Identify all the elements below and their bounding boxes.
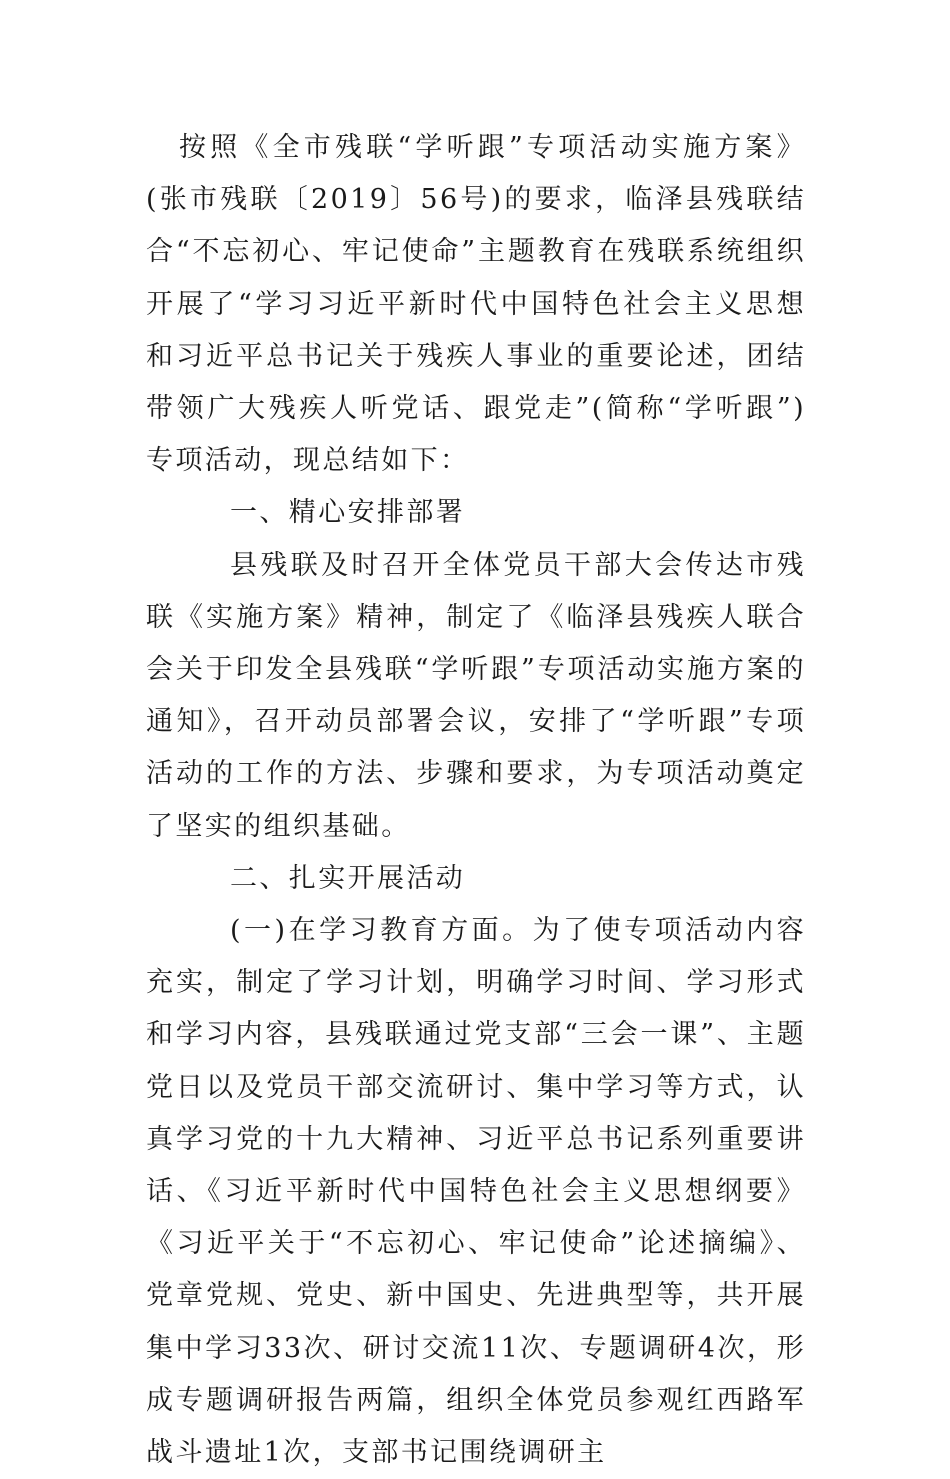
section-2-paragraph: (一)在学习教育方面。为了使专项活动内容充实，制定了学习计划，明确学习时间、学习形式和学习内容，县残联通过党支部“三会一课”、主题党日以及党员干部交流研讨、集中学习等方式，认真学习党的十九大精神、习近平总书记系列重要讲话、《习近平新时代中国特色社会主义思想纲要》《习近平关于“不忘初心、牢记使命”论述摘编》、党章党规、党史、新中国史、先进典型等，共开展集中学习33次、研讨交流11次、专题调研4次，形成专题调研报告两篇，组织全体党员参观红西路军战斗遗址1次，支部书记围绕调研主 [146,915,806,1469]
section-heading-2: 二、扎实开展活动 [230,862,466,894]
document-body [146,122,806,1479]
intro-paragraph: 按照《全市残联“学听跟”专项活动实施方案》(张市残联〔2019〕56号)的要求，临泽县残联结合“不忘初心、牢记使命”主题教育在残联系统组织开展了“学习习近平新时代中国特色社会主义思想和习近平总书记关于残疾人事业的重要论述，团结带领广大残疾人听党话、跟党走”(简称“学听跟”)专项活动，现总结如下： [146,132,806,477]
section-1-paragraph: 县残联及时召开全体党员干部大会传达市残联《实施方案》精神，制定了《临泽县残疾人联合会关于印发全县残联“学听跟”专项活动实施方案的通知》，召开动员部署会议，安排了“学听跟”专项活动的工作的方法、步骤和要求，为专项活动奠定了坚实的组织基础。 [146,549,806,842]
section-heading-1: 一、精心安排部署 [230,497,466,529]
